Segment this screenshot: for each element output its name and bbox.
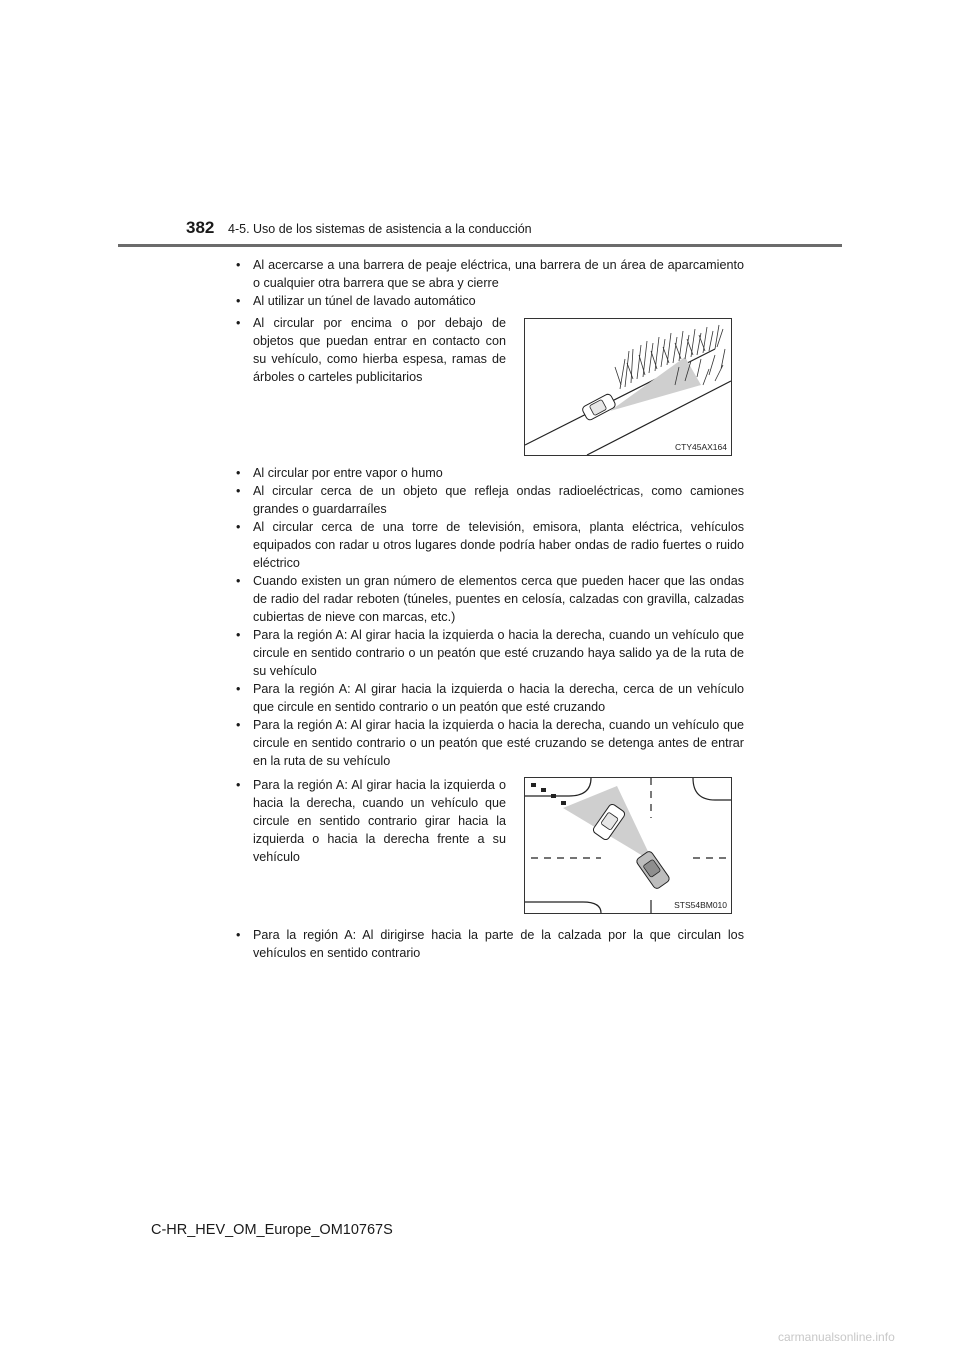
bullet-list-bottom [236, 926, 744, 962]
list-item: • Al circular por encima o por debajo de objetos que puedan entrar en contacto con su vehículo, como hierba espesa, ramas de árboles o carteles publicitarios [236, 314, 506, 386]
list-item: • Para la región A: Al dirigirse hacia la parte de la calzada por la que circulan los vehículos en sentido contrario [236, 926, 744, 962]
figure-code: CTY45AX164 [675, 442, 727, 452]
document-id: C-HR_HEV_OM_Europe_OM10767S [151, 1222, 393, 1238]
page-number: 382 [186, 218, 215, 237]
list-item: • Al circular cerca de una torre de televisión, emisora, planta eléctrica, vehículos equipados con radar u otros lugares donde podría haber ondas de radio fuertes o ruido eléctrico [236, 518, 744, 572]
bullet-list-figure2 [236, 776, 506, 866]
watermark: carmanualsonline.info [778, 1330, 895, 1344]
figure-intersection-turn [524, 777, 732, 914]
list-item: • Para la región A: Al girar hacia la izquierda o hacia la derecha, cuando un vehículo que circule en sentido contrario o un peatón que esté cruzando se detenga antes de entrar en la ruta de su vehículo [236, 716, 744, 770]
list-item: • Para la región A: Al girar hacia la izquierda o hacia la derecha, cerca de un vehículo que circule en sentido contrario o un peatón que esté cruzando [236, 680, 744, 716]
vegetation-illustration [525, 319, 731, 455]
bullet-list-top [236, 256, 744, 310]
header-rule [118, 244, 842, 247]
list-item: • Cuando existen un gran número de elementos cerca que pueden hacer que las ondas de radio del radar reboten (túneles, puentes en celosía, calzadas con gravilla, calzadas cubiertas de nieve con marcas, etc.) [236, 572, 744, 626]
bullet-list-figure1 [236, 314, 506, 386]
figure-code: STS54BM010 [674, 900, 727, 910]
list-item: • Al acercarse a una barrera de peaje eléctrica, una barrera de un área de aparcamiento o cualquier otra barrera que se abra y cierre [236, 256, 744, 292]
list-item: • Al circular cerca de un objeto que refleja ondas radioeléctricas, como camiones grandes o guardarraíles [236, 482, 744, 518]
list-item: • Al utilizar un túnel de lavado automático [236, 292, 744, 310]
list-item: • Al circular por entre vapor o humo [236, 464, 744, 482]
section-title: 4-5. Uso de los sistemas de asistencia a la conducción [228, 222, 532, 236]
list-item: • Para la región A: Al girar hacia la izquierda o hacia la derecha, cuando un vehículo que circule en sentido contrario girar hacia la izquierda o hacia la derecha frente a su vehículo [236, 776, 506, 866]
figure-vegetation-over-road [524, 318, 732, 456]
bullet-list-middle [236, 464, 744, 770]
list-item: • Para la región A: Al girar hacia la izquierda o hacia la derecha, cuando un vehículo que circule en sentido contrario o un peatón que esté cruzando haya salido ya de la ruta de su vehículo [236, 626, 744, 680]
intersection-illustration [525, 778, 731, 913]
